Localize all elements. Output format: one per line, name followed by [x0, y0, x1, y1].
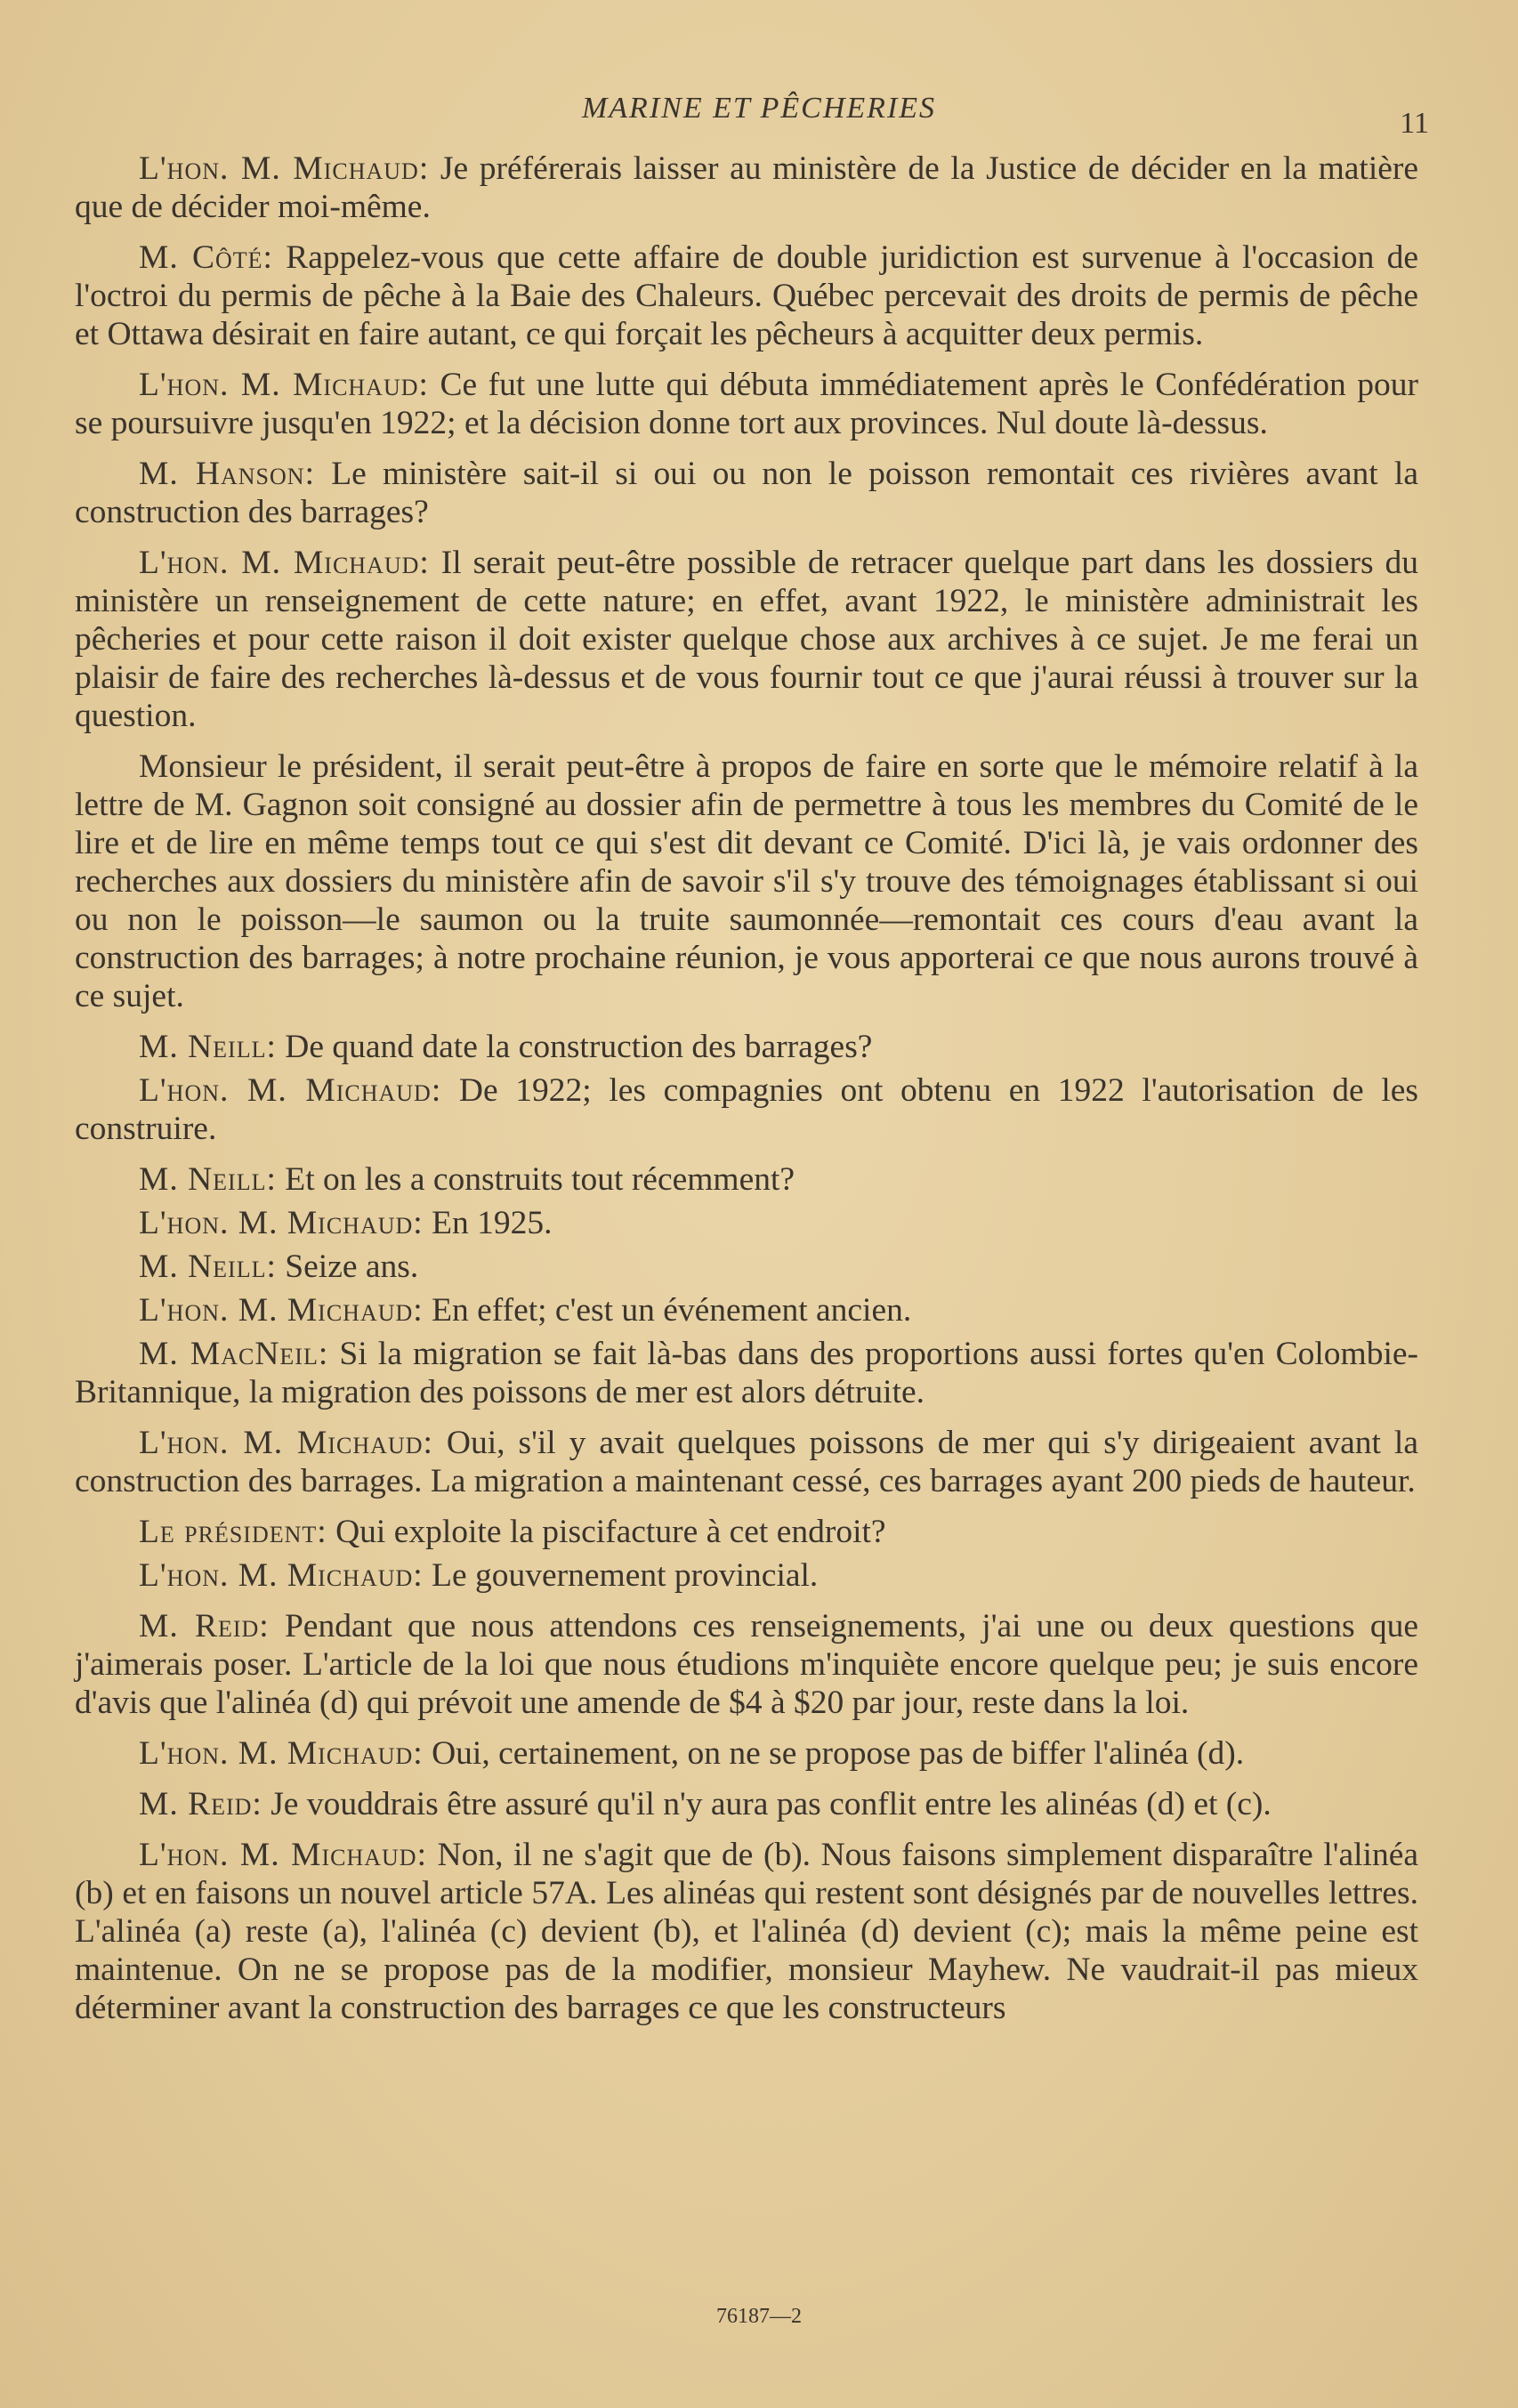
- speaker-name: L'hon. M. Michaud:: [139, 1205, 424, 1241]
- paragraph-text: Le ministère sait-il si oui ou non le poisson remontait ces rivières avant la construction des barrages?: [75, 456, 1418, 530]
- paragraph-text: Ce fut une lutte qui débuta immédiatement après le Confédération pour se poursuivre jusqu'en 1922; et la décision donne tort aux provinces. Nul doute là-dessus.: [75, 367, 1418, 441]
- speaker-name: Le président:: [139, 1514, 327, 1550]
- paragraph: [75, 366, 1418, 442]
- paragraph-text: Je vouddrais être assuré qu'il n'y aura pas conflit entre les alinéas (d) et (c).: [270, 1786, 1272, 1822]
- paragraph: [75, 238, 1418, 353]
- paragraph: [75, 747, 1418, 1015]
- paragraph: [75, 1734, 1418, 1773]
- paragraph-text: Qui exploite la piscifacture à cet endroit?: [335, 1514, 886, 1550]
- paragraph-text: Et on les a construits tout récemment?: [285, 1161, 795, 1198]
- paragraph: [75, 1556, 1418, 1595]
- paragraph: [75, 1836, 1418, 2027]
- speaker-name: L'hon. M. Michaud:: [139, 1735, 424, 1772]
- paragraph-text: Rappelez-vous que cette affaire de double juridiction est survenue à l'occasion de l'octroi du permis de pêche à la Baie des Chaleurs. Québec percevait des droits de permis de pêche et Ottawa désirait en faire autant, ce qui forçait les pêcheurs à acquitter deux permis.: [75, 239, 1419, 352]
- paragraph: [75, 455, 1418, 531]
- speaker-name: L'hon. M. Michaud:: [139, 1425, 433, 1461]
- speaker-name: L'hon. M. Michaud:: [139, 1292, 424, 1329]
- paragraph-text: Oui, certainement, on ne se propose pas de biffer l'alinéa (d).: [432, 1735, 1245, 1772]
- speaker-name: L'hon. M. Michaud:: [139, 1557, 424, 1594]
- paragraph-text: De quand date la construction des barrages?: [285, 1029, 873, 1065]
- document-body: [75, 149, 1418, 2040]
- speaker-name: M. Côté:: [139, 239, 273, 276]
- paragraph-text: En effet; c'est un événement ancien.: [432, 1292, 912, 1329]
- paragraph: [75, 1028, 1418, 1066]
- speaker-name: M. Neill:: [139, 1029, 277, 1065]
- paragraph: [75, 544, 1418, 735]
- paragraph: [75, 1160, 1418, 1199]
- running-title: MARINE ET PÊCHERIES: [581, 92, 937, 125]
- paragraph-text: De 1922; les compagnies ont obtenu en 1922 l'autorisation de les construire.: [75, 1072, 1418, 1147]
- speaker-name: M. Neill:: [139, 1248, 277, 1285]
- paragraph: [75, 1335, 1418, 1411]
- speaker-name: M. Reid:: [139, 1608, 270, 1644]
- speaker-name: M. Reid:: [139, 1786, 262, 1822]
- paragraph-text: Je préférerais laisser au ministère de la Justice de décider en la matière que de décider moi-même.: [75, 150, 1419, 225]
- paragraph: [75, 1071, 1418, 1148]
- paragraph-text: Le gouvernement provincial.: [432, 1557, 819, 1594]
- paragraph: [75, 1291, 1418, 1329]
- paragraph: [75, 1424, 1418, 1500]
- paragraph: [75, 1607, 1418, 1722]
- speaker-name: M. Neill:: [139, 1161, 277, 1198]
- paragraph-text: Monsieur le président, il serait peut-être à propos de faire en sorte que le mémoire relatif à la lettre de M. Gagnon soit consigné au dossier afin de permettre à tous les membres du Comité de le lire et de lire en même temps tout ce qui s'est dit devant ce Comité. D'ici là, je vais ordonner des recherches aux dossiers du ministère afin de savoir s'il s'y trouve des témoignages établissant si oui ou non le poisson—le saumon ou la truite saumonnée—remontait ces cours d'eau avant la construction des barrages; à notre prochaine réunion, je vous apporterai ce que nous aurons trouvé à ce sujet.: [75, 748, 1418, 1014]
- paragraph-text: En 1925.: [432, 1205, 553, 1241]
- paragraph: [75, 1248, 1418, 1286]
- paragraph: [75, 149, 1418, 226]
- speaker-name: M. MacNeil:: [139, 1336, 329, 1372]
- speaker-name: L'hon. M. Michaud:: [139, 1072, 442, 1109]
- paragraph-text: Pendant que nous attendons ces renseignements, j'ai une ou deux questions que j'aimerais poser. L'article de la loi que nous étudions m'inquiète encore quelque peu; je suis encore d'avis que l'alinéa (d) qui prévoit une amende de $4 à $20 par jour, reste dans la loi.: [75, 1608, 1419, 1721]
- paragraph-text: Non, il ne s'agit que de (b). Nous faisons simplement disparaître l'alinéa (b) et en faisons un nouvel article 57A. Les alinéas qui restent sont désignés par de nouvelles lettres. L'alinéa (a) reste (a), l'alinéa (c) devient (b), et l'alinéa (d) devient (c); mais la même peine est maintenue. On ne se propose pas de la modifier, monsieur Mayhew. Ne vaudrait-il pas mieux déterminer avant la construction des barrages ce que les constructeurs: [75, 1837, 1418, 2026]
- paragraph-text: Si la migration se fait là-bas dans des proportions aussi fortes qu'en Colombie-Britannique, la migration des poissons de mer est alors détruite.: [75, 1336, 1418, 1410]
- paragraph: [75, 1785, 1418, 1823]
- paragraph-text: Il serait peut-être possible de retracer quelque part dans les dossiers du ministère un renseignement de cette nature; en effet, avant 1922, le ministère administrait les pêcheries et pour cette raison il doit exister quelque chose aux archives à ce sujet. Je me ferai un plaisir de faire des recherches là-dessus et de vous fournir tout ce que j'aurai réussi à trouver sur la question.: [75, 545, 1418, 734]
- speaker-name: M. Hanson:: [139, 456, 315, 492]
- speaker-name: L'hon. M. Michaud:: [139, 1837, 427, 1873]
- paragraph-text: Seize ans.: [285, 1248, 419, 1285]
- print-reference: 76187—2: [716, 2305, 802, 2328]
- paragraph-text: Oui, s'il y avait quelques poissons de mer qui s'y dirigeaient avant la construction des barrages. La migration a maintenant cessé, ces barrages ayant 200 pieds de hauteur.: [75, 1425, 1418, 1499]
- speaker-name: L'hon. M. Michaud:: [139, 545, 430, 581]
- speaker-name: L'hon. M. Michaud:: [139, 150, 430, 187]
- page-number: 11: [1400, 107, 1429, 140]
- paragraph: [75, 1513, 1418, 1551]
- paragraph: [75, 1204, 1418, 1242]
- speaker-name: L'hon. M. Michaud:: [139, 367, 429, 403]
